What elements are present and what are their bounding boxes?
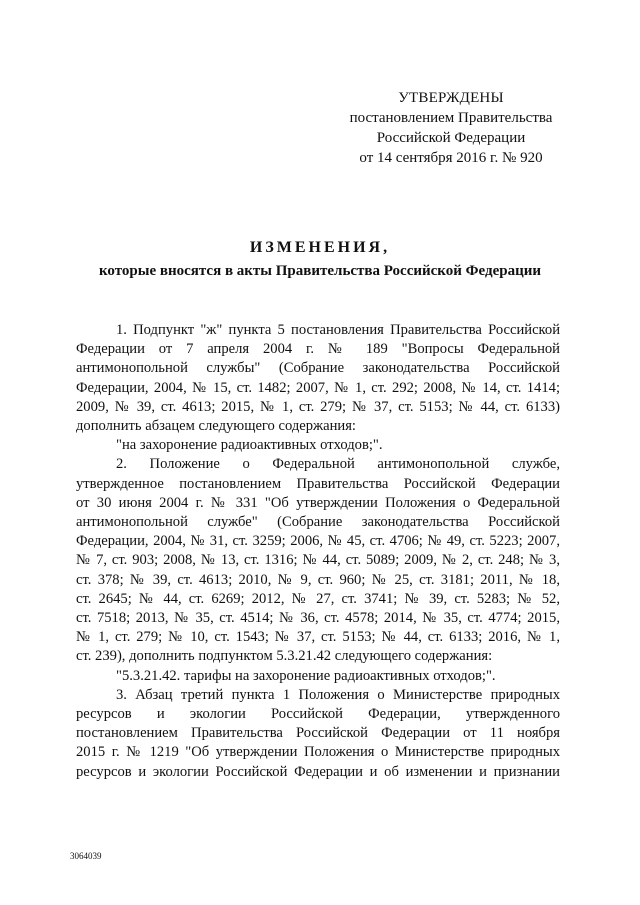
body-line: 2009, № 39, ст. 4613; 2015, № 1, ст. 279; № 37, ст. 5153; № 44, ст. 6133) <box>76 398 560 415</box>
body-line: антимонопольной службы" (Собрание законодательства Российской <box>76 360 560 377</box>
body-line: 1. Подпункт "ж" пункта 5 постановления Правительства Российской <box>116 322 560 338</box>
approved-by-line: постановлением Правительства <box>349 110 553 126</box>
body-line: "на захоронение радиоактивных отходов;". <box>116 437 383 454</box>
body-line: 2. Положение о Федеральной антимонопольной службе, <box>116 456 560 473</box>
body-line: дополнить абзацем следующего содержания: <box>76 418 356 435</box>
body-line: № 7, ст. 903; 2008, № 13, ст. 1316; № 44, ст. 5089; 2009, № 2, ст. 248; № 3, <box>76 552 560 569</box>
body-line: ст. 239), дополнить подпунктом 5.3.21.42 следующего содержания: <box>76 648 493 665</box>
approved-date-line: от 14 сентября 2016 г. № 920 <box>359 150 543 166</box>
body-line: № 1, ст. 279; № 10, ст. 1543; № 37, ст. 5153; № 44, ст. 6133; 2016, № 1, <box>76 629 560 646</box>
body-line: Федерации от 7 апреля 2004 г. № 189 "Вопросы Федеральной <box>76 341 560 358</box>
body-line: от 30 июня 2004 г. № 331 "Об утверждении Положения о Федеральной <box>76 494 560 511</box>
body-line: постановлением Правительства Российской Федерации от 11 ноября <box>76 725 560 742</box>
body-line: ресурсов и экологии Российской Федерации и об изменении и признании <box>76 763 560 780</box>
approved-gov-line: Российской Федерации <box>376 130 526 146</box>
body-line: Федерации, 2004, № 15, ст. 1482; 2007, № 1, ст. 292; 2008, № 14, ст. 1414; <box>76 379 560 396</box>
body-line: ст. 7518; 2013, № 35, ст. 4514; № 36, ст. 4578; 2014, № 35, ст. 4774; 2015, <box>76 610 560 627</box>
body-line: ст. 378; № 39, ст. 4613; 2010, № 9, ст. 960; № 25, ст. 3181; 2011, № 18, <box>76 571 560 588</box>
body-line: 2015 г. № 1219 "Об утверждении Положения о Министерстве природных <box>76 744 560 761</box>
body-line: 3. Абзац третий пункта 1 Положения о Министерстве природных <box>116 686 560 703</box>
approval-block <box>336 88 566 168</box>
document-body <box>76 321 560 782</box>
approved-label: УТВЕРЖДЕНЫ <box>398 90 504 106</box>
body-line: утвержденное постановлением Правительства Российской Федерации <box>76 475 560 492</box>
body-line: ресурсов и экологии Российской Федерации, утвержденного <box>76 706 560 723</box>
body-line: Федерации, 2004, № 31, ст. 3259; 2006, № 45, ст. 4706; № 49, ст. 5223; 2007, <box>76 533 560 550</box>
document-code: 3064039 <box>70 851 102 861</box>
body-line: ст. 2645; № 44, ст. 6269; 2012, № 27, ст. 3741; № 39, ст. 5283; № 52, <box>76 590 560 607</box>
body-line: "5.3.21.42. тарифы на захоронение радиоактивных отходов;". <box>116 667 496 684</box>
document-subtitle: которые вносятся в акты Правительства Российской Федерации <box>98 263 542 279</box>
document-title: ИЗМЕНЕНИЯ, <box>249 239 391 256</box>
body-line: антимонопольной службе" (Собрание законодательства Российской <box>76 514 560 531</box>
